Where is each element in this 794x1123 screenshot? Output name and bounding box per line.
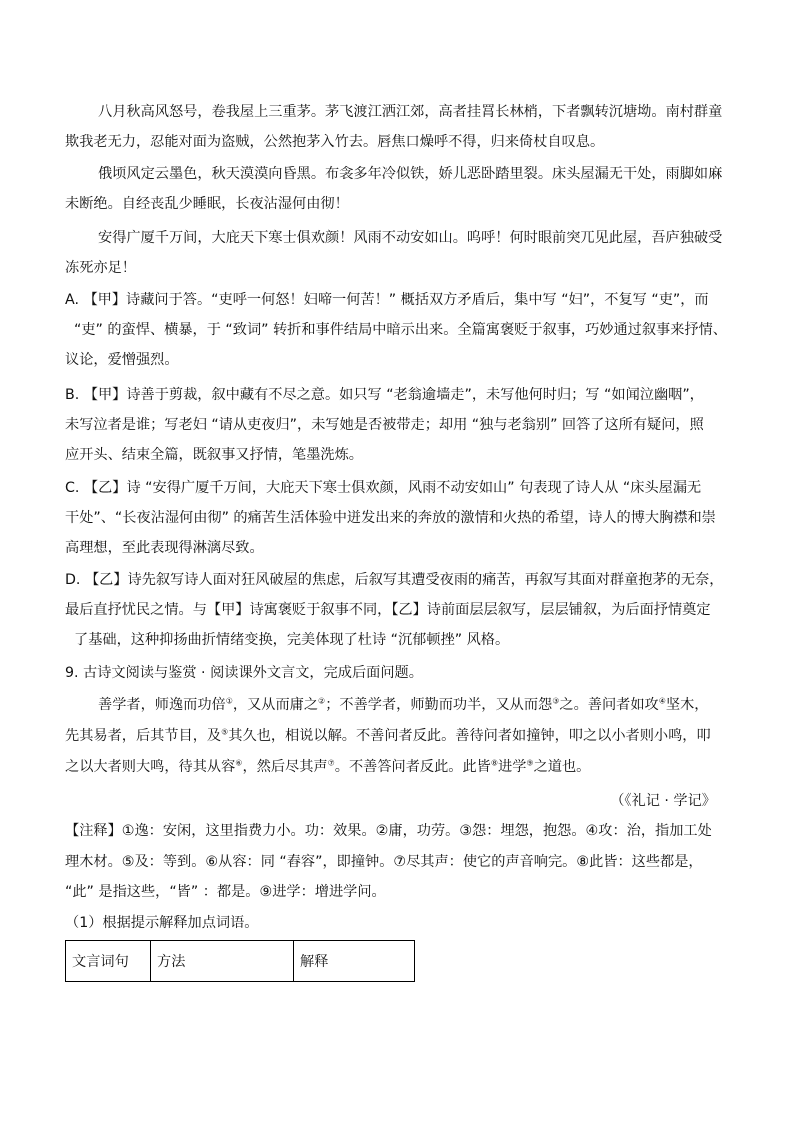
- footnote-mark: ③: [552, 696, 560, 706]
- poem-line: 八月秋高风怒号，卷我屋上三重茅。茅飞渡江洒江郊，高者挂罥长林梢，下者飘转沉塘坳。南村群童: [98, 104, 723, 120]
- footnote-mark: ①: [225, 696, 233, 706]
- poem-line: 冻死亦足！: [65, 260, 136, 276]
- option-a-line: “吏” 的蛮悍、横暴，于 “致词” 转折和事件结局中暗示出来。全篇寓褒贬于叙事，巧妙通过叙事来抒情、: [74, 322, 727, 338]
- footnote-mark: ⑦: [327, 758, 335, 768]
- table-header-cell: 文言词句: [66, 941, 151, 982]
- footnote-mark: ④: [658, 696, 666, 706]
- answer-table: [65, 940, 415, 982]
- option-b-line: 应开头、结束全篇，既叙事又抒情，笔墨洗炼。: [65, 447, 363, 463]
- footnote-mark: ⑤: [221, 727, 229, 737]
- classical-text-line: 善学者，师逸而功倍①，又从而庸之②；不善学者，师勤而功半，又从而怨③之。善问者如攻④坚木，: [98, 696, 709, 713]
- annotation-line: “此” 是指这些，“皆” ：都是。⑨进学：增进学问。: [65, 884, 386, 900]
- table-header-row: [66, 941, 415, 982]
- annotation-line: 理木材。⑤及：等到。⑥从容：同 “舂容”，即撞钟。⑦尽其声：使它的声音响完。⑧此皆：这些都是，: [65, 854, 703, 870]
- footnote-mark: ②: [318, 696, 326, 706]
- option-c-line: C. 【乙】诗 “安得广厦千万间，大庇天下寒士俱欢颜，风雨不动安如山” 句表现了诗人从 “床头屋漏无: [65, 480, 702, 496]
- table-header-cell: 解释: [294, 941, 415, 982]
- option-b-line: B. 【甲】诗善于剪裁，叙中藏有不尽之意。如只写 “老翁逾墙走”，未写他何时归；写 “如闻泣幽咽”，: [65, 387, 704, 403]
- classical-text-line: 之以大者则大鸣，待其从容⑥，然后尽其声⑦。不善答问者反此。此皆⑧进学⑨之道也。: [65, 758, 591, 775]
- classical-text-line: 先其易者，后其节目，及⑤其久也，相说以解。不善问者反此。善待问者如撞钟，叩之以小者则小鸣，叩: [65, 727, 711, 744]
- footnote-mark: ⑧: [490, 758, 498, 768]
- question-9-stem: 9. 古诗文阅读与鉴赏 · 阅读课外文言文，完成后面问题。: [65, 665, 423, 681]
- annotation-line: 【注释】①逸：安闲，这里指费力小。功：效果。②庸，功劳。③怨：埋怨，抱怨。④攻：治，指加工处: [65, 823, 712, 839]
- option-c-line: 干处”、“长夜沾湿何由彻” 的痛苦生活体验中迸发出来的奔放的激情和火热的希望，诗人的博大胸襟和崇: [65, 510, 716, 526]
- option-b-line: 未写泣者是谁；写老妇 “请从吏夜归”，未写她是否被带走；却用 “独与老翁别” 回答了这所有疑问，照: [65, 417, 704, 433]
- option-d-line: 了基础，这种抑扬曲折情绪变换，完美体现了杜诗 “沉郁顿挫” 风格。: [74, 632, 510, 648]
- option-a-line: 议论，爱憎强烈。: [65, 352, 179, 368]
- option-d-line: D. 【乙】诗先叙写诗人面对狂风破屋的焦虑，后叙写其遭受夜雨的痛苦，再叙写其面对群童抱茅的无奈，: [65, 572, 724, 588]
- option-c-line: 高理想，至此表现得淋漓尽致。: [65, 540, 264, 556]
- sub-question-1: （1）根据提示解释加点词语。: [65, 915, 259, 931]
- poem-line: 安得广厦千万间，大庇天下寒士俱欢颜！风雨不动安如山。呜呼！何时眼前突兀见此屋，吾庐独破受: [98, 230, 723, 246]
- source-citation: （《礼记 · 学记》: [610, 793, 716, 809]
- option-a-line: A. 【甲】诗藏问于答。“吏呼一何怒！妇啼一何苦！” 概括双方矛盾后，集中写 “妇”，不复写 “吏”，而: [65, 292, 709, 308]
- option-d-line: 最后直抒忧民之情。与【甲】诗寓褒贬于叙事不同，【乙】诗前面层层叙写，层层铺叙，为后面抒情奠定: [65, 602, 711, 618]
- footnote-mark: ⑨: [526, 758, 534, 768]
- footnote-mark: ⑥: [235, 758, 243, 768]
- poem-line: 未断绝。自经丧乱少睡眠，长夜沾湿何由彻！: [65, 196, 349, 212]
- poem-line: 欺我老无力，忍能对面为盗贼，公然抱茅入竹去。唇焦口燥呼不得，归来倚杖自叹息。: [65, 134, 605, 150]
- table-header-cell: 方法: [151, 941, 294, 982]
- poem-line: 俄顷风定云墨色，秋天漠漠向昏黑。布衾多年冷似铁，娇儿恶卧踏里裂。床头屋漏无干处，雨脚如麻: [98, 166, 723, 182]
